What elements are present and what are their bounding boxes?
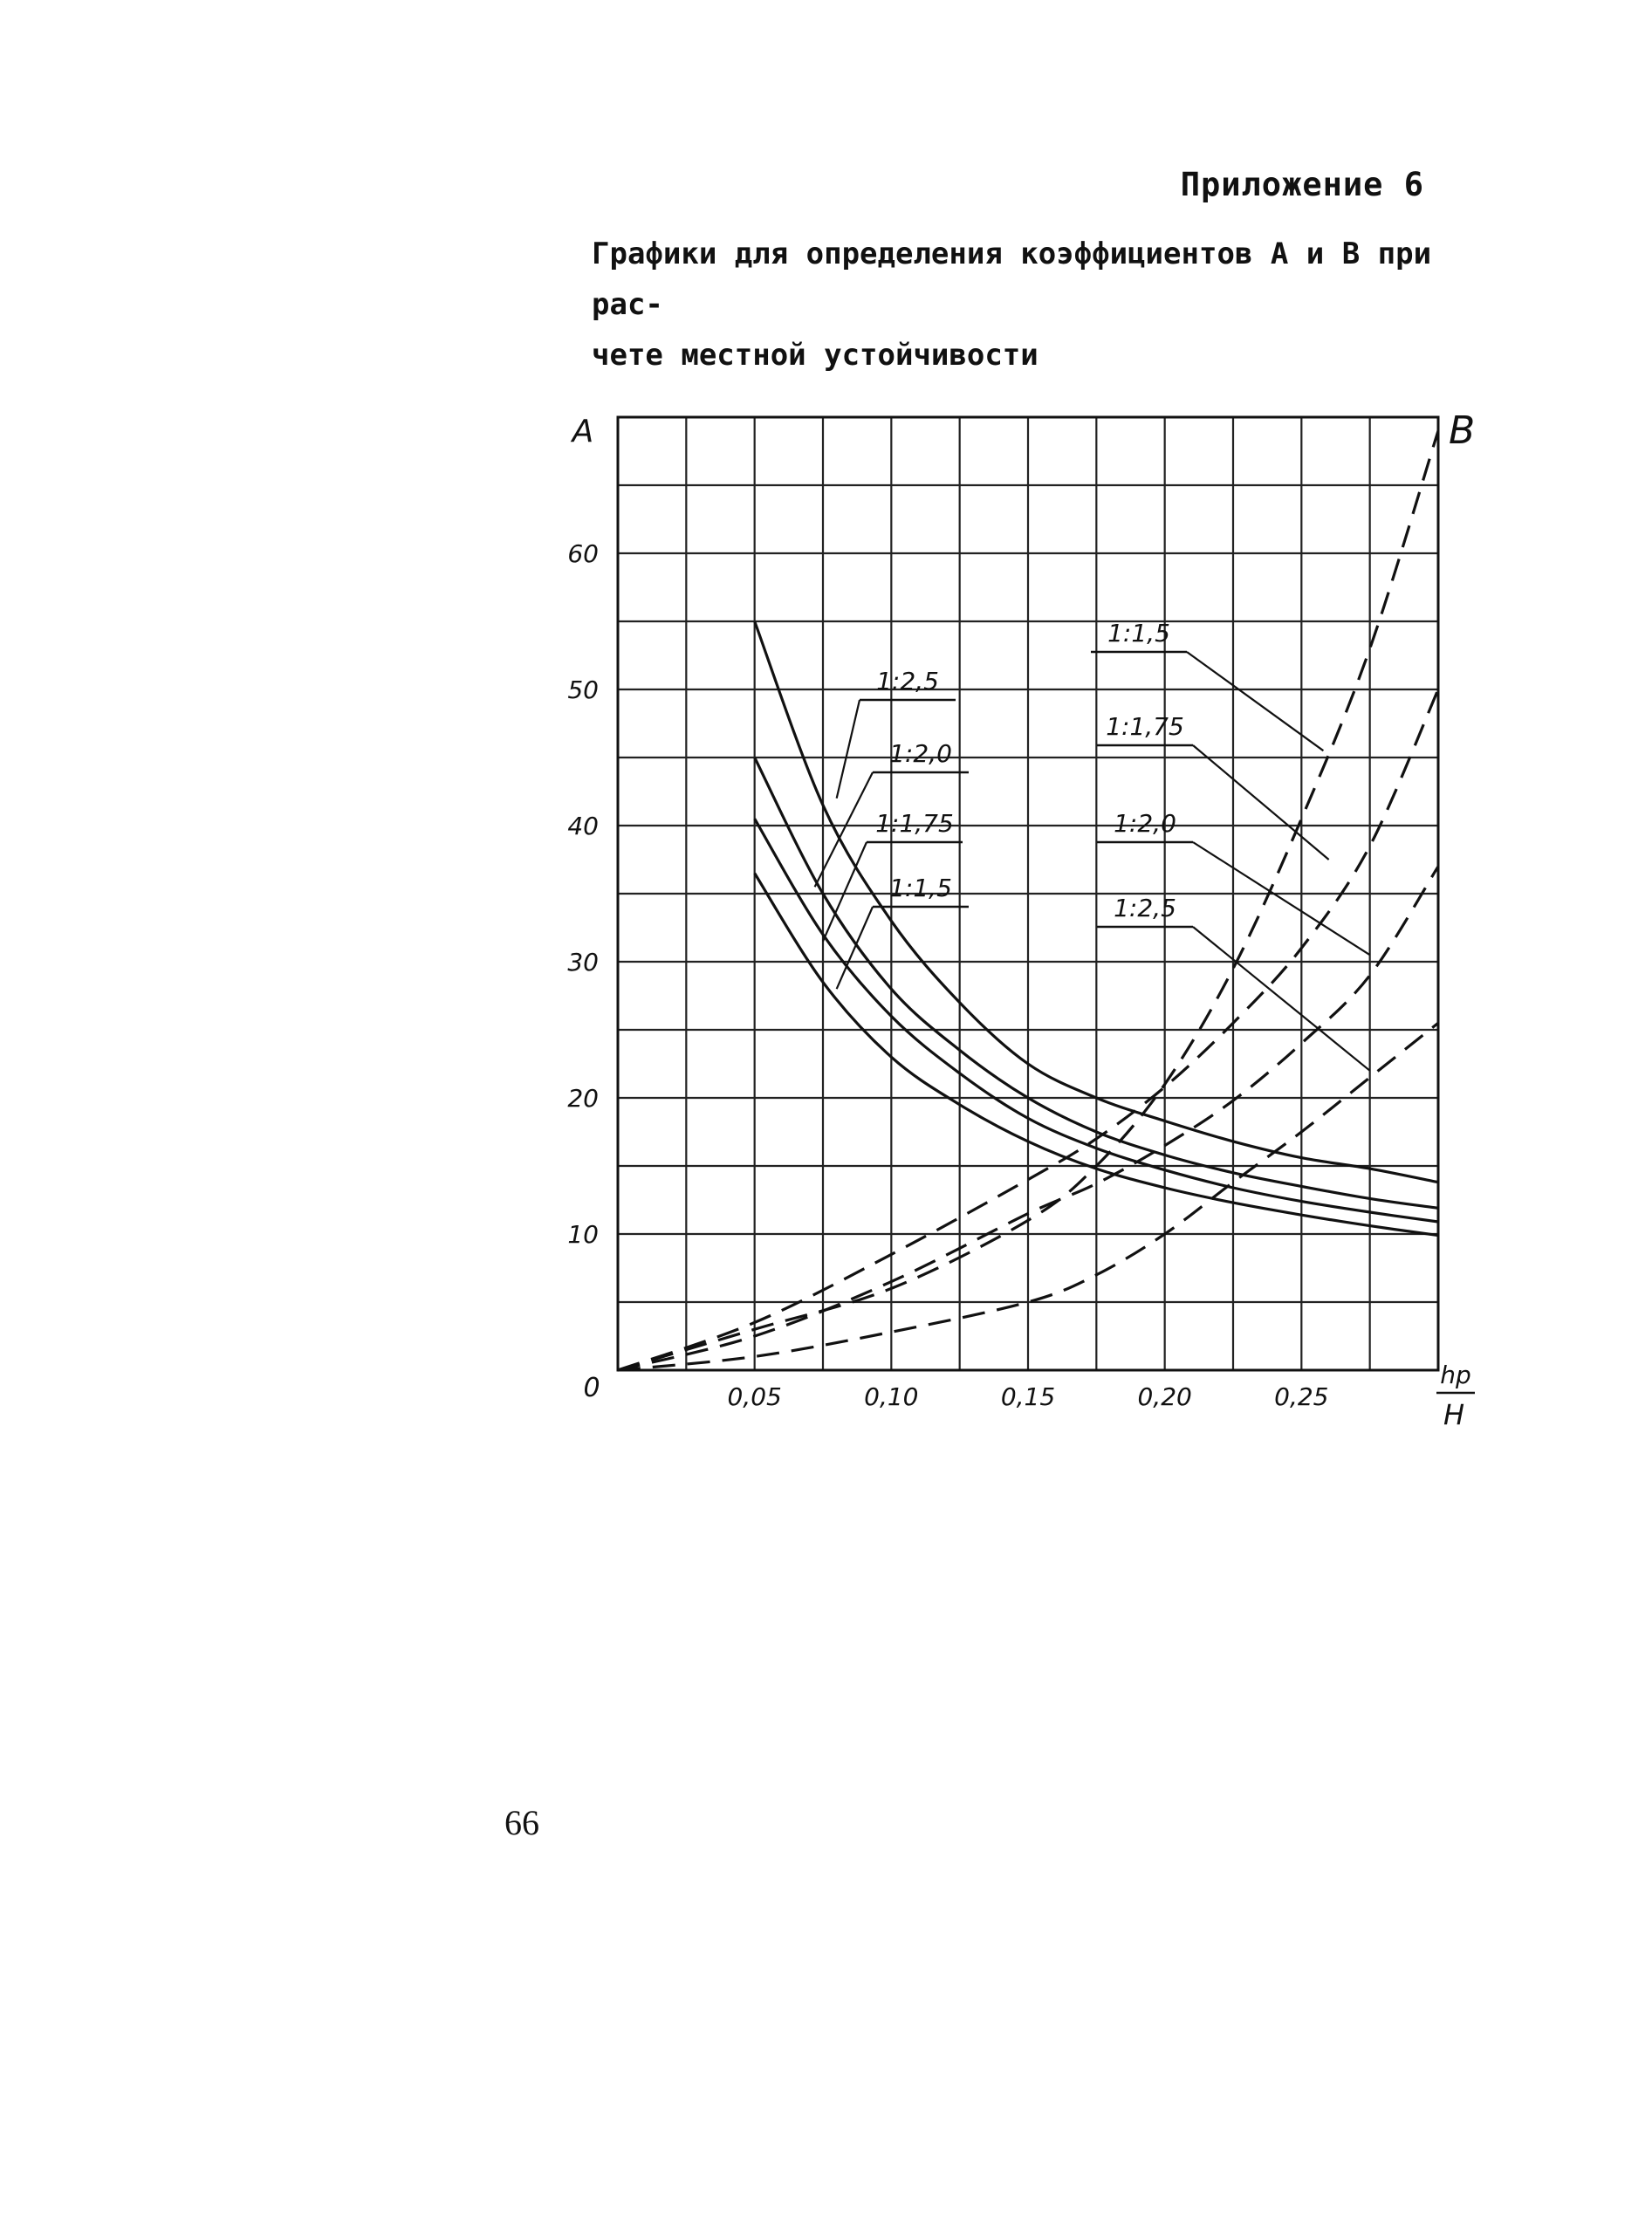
x-tick-label: 0,20 [1137, 1382, 1192, 1411]
x-tick-label: 0,10 [864, 1382, 919, 1411]
y-axis-label-a: A [572, 414, 594, 449]
label-b-1-2-5: 1:2,5 [1114, 894, 1176, 922]
x-axis-label-numerator: hр [1440, 1361, 1471, 1389]
x-axis-label-denominator: H [1443, 1398, 1465, 1431]
label-a-1-1-5: 1:1,5 [889, 874, 952, 902]
x-tick-label: 0,05 [727, 1382, 782, 1411]
label-leaders [815, 652, 1370, 1071]
label-b-1-1-5: 1:1,5 [1107, 619, 1170, 648]
label-b-1-2-0: 1:2,0 [1114, 809, 1176, 838]
series-labels [875, 619, 1184, 922]
label-b-1-1-75: 1:1,75 [1106, 712, 1184, 741]
document-title-line-2: чете местной устойчивости [592, 338, 1038, 373]
label-leader-line [837, 700, 860, 799]
label-leader-line [1187, 652, 1323, 751]
chart-grid [618, 417, 1438, 1370]
y-tick-label: 10 [567, 1220, 599, 1249]
y-tick-label: 20 [567, 1084, 599, 1113]
y-axis-label-b: B [1449, 408, 1476, 453]
document-title-line-1: Графики для определения коэффициентов А и В при рас- [592, 237, 1432, 322]
label-leader-line [1193, 842, 1370, 955]
label-a-1-2-0: 1:2,0 [889, 739, 952, 768]
y-tick-label: 50 [567, 675, 599, 704]
label-a-1-2-5: 1:2,5 [876, 667, 939, 696]
page-number: 66 [504, 1803, 539, 1842]
y-tick-label: 30 [567, 948, 599, 977]
label-leader-line [1193, 927, 1370, 1071]
x-tick-label: 0,15 [1000, 1382, 1056, 1411]
label-a-1-1-75: 1:1,75 [875, 809, 954, 838]
tick-labels [567, 539, 1328, 1411]
appendix-label: Приложение 6 [1180, 166, 1424, 203]
origin-label: 0 [583, 1373, 600, 1403]
y-tick-label: 60 [567, 539, 599, 568]
y-tick-label: 40 [567, 812, 599, 840]
x-tick-label: 0,25 [1274, 1382, 1329, 1411]
